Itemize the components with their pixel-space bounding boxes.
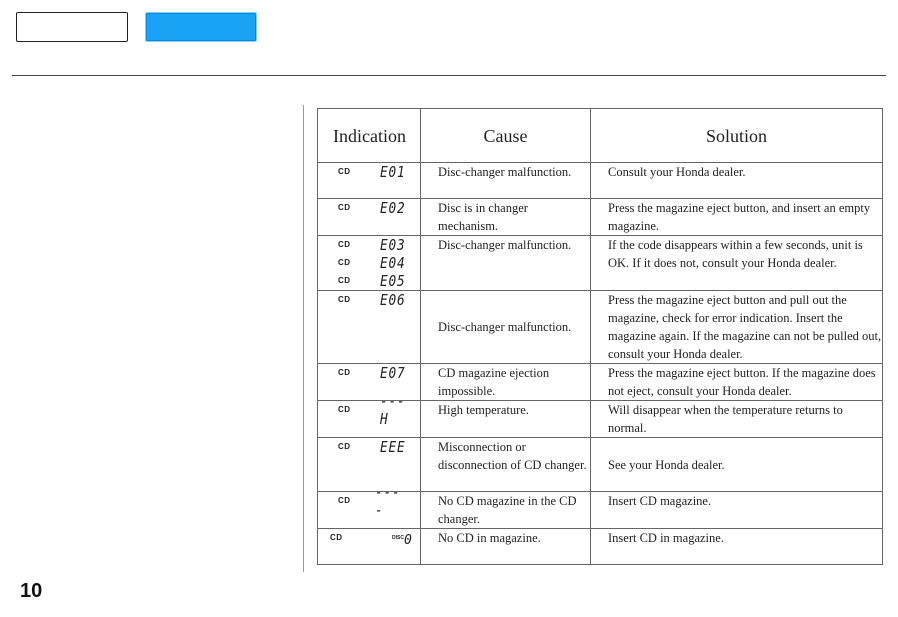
- indication-line: [318, 438, 420, 456]
- error-code: --- -: [375, 483, 401, 519]
- header-cause: Cause: [421, 109, 591, 163]
- cause-cell: Disc-changer malfunction.: [421, 291, 591, 364]
- error-code: EEE: [380, 438, 406, 456]
- error-code: E02: [380, 199, 406, 217]
- solution-cell: Will disappear when the temperature returns to normal.: [591, 401, 883, 438]
- indication-line: [318, 483, 420, 519]
- indication-line: [318, 392, 420, 428]
- cd-changer-error-table: [317, 108, 883, 565]
- error-code: ---H: [379, 392, 406, 428]
- error-code: E05: [380, 272, 406, 290]
- cause-cell: CD magazine ejection impossible.: [421, 364, 591, 401]
- cd-label: CD: [338, 203, 351, 212]
- error-code: E06: [380, 291, 406, 309]
- disc-code: 0: [403, 533, 412, 548]
- table-row: [318, 291, 883, 364]
- cd-label: CD: [338, 405, 351, 414]
- table-row: [318, 163, 883, 199]
- cause-cell: No CD in magazine.: [421, 529, 591, 565]
- header-indication: Indication: [318, 109, 421, 163]
- indication-cell: [318, 236, 421, 291]
- cd-label: CD: [338, 442, 351, 451]
- solution-cell: Insert CD in magazine.: [591, 529, 883, 565]
- table-row: [318, 529, 883, 565]
- column-divider: [303, 105, 304, 572]
- table-header-row: [318, 109, 883, 163]
- indication-cell: [318, 529, 421, 565]
- solution-cell: Insert CD magazine.: [591, 492, 883, 529]
- disc-label: DISC: [392, 535, 404, 541]
- error-code: E07: [380, 364, 406, 382]
- index-button[interactable]: [145, 12, 257, 42]
- cause-cell: High temperature.: [421, 401, 591, 438]
- cd-label: CD: [338, 295, 351, 304]
- indication-line: [318, 364, 420, 382]
- indication-cell: [318, 291, 421, 364]
- cause-cell: Misconnection or disconnection of CD changer.: [421, 438, 591, 492]
- solution-cell: Press the magazine eject button. If the magazine does not eject, consult your Honda dealer.: [591, 364, 883, 401]
- cd-label: CD: [338, 167, 351, 176]
- cd-label: CD: [338, 258, 351, 267]
- indication-line: [318, 529, 420, 547]
- indication-cell: [318, 392, 421, 438]
- indication-cell: [318, 199, 421, 236]
- indication-line: [318, 291, 420, 309]
- indication-line: [318, 236, 420, 254]
- error-code: E04: [380, 254, 406, 272]
- cd-label: CD: [338, 240, 351, 249]
- main-menu-button[interactable]: [16, 12, 128, 42]
- error-code: E03: [380, 236, 406, 254]
- indication-line: [318, 254, 420, 272]
- cd-label: CD: [338, 276, 351, 285]
- cause-cell: No CD magazine in the CD changer.: [421, 492, 591, 529]
- table-row: [318, 492, 883, 529]
- header-solution: Solution: [591, 109, 883, 163]
- solution-cell: Press the magazine eject button and pull out the magazine, check for error indication. Insert the magazine again. If the magazine can not be pulled out, consult your Honda dealer.: [591, 291, 883, 364]
- table-row: [318, 199, 883, 236]
- solution-cell: If the code disappears within a few seconds, unit is OK. If it does not, consult your Honda dealer.: [591, 236, 883, 291]
- indication-line: [318, 272, 420, 290]
- solution-cell: See your Honda dealer.: [591, 438, 883, 492]
- page-number: 10: [20, 580, 43, 602]
- cd-label: CD: [338, 496, 351, 505]
- header-divider: [12, 75, 886, 76]
- cause-cell: Disc is in changer mechanism.: [421, 199, 591, 236]
- disc-indicator: [380, 529, 412, 547]
- indication-cell: [318, 163, 421, 199]
- indication-line: [318, 199, 420, 217]
- cd-label: CD: [338, 368, 351, 377]
- cause-cell: Disc-changer malfunction.: [421, 236, 591, 291]
- solution-cell: Consult your Honda dealer.: [591, 163, 883, 199]
- table-row: [318, 236, 883, 291]
- cause-cell: Disc-changer malfunction.: [421, 163, 591, 199]
- indication-line: [318, 163, 420, 181]
- cd-label: CD: [330, 533, 343, 542]
- table-row: [318, 401, 883, 438]
- error-code: E01: [380, 163, 406, 181]
- indication-cell: [318, 483, 421, 529]
- solution-cell: Press the magazine eject button, and insert an empty magazine.: [591, 199, 883, 236]
